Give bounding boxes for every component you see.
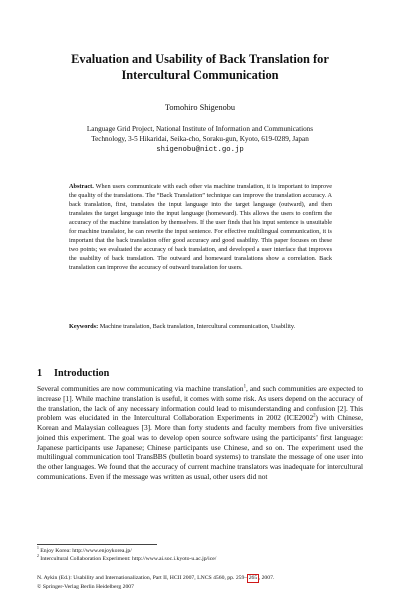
citation-footer: [37, 574, 367, 591]
footnote-ref-2[interactable]: 2: [313, 413, 316, 419]
author-email: shigenobu@nict.go.jp: [156, 145, 244, 154]
body-segment-3: ) with Chinese, Korean and Malaysian colleagues [3]. More than forty students and faculty members from five universities joined this experiment. The goal was to develop open source software using the participants’ first language: Japanese participants use Japanese; Chinese participants use Chinese, and so on. The experiment used the multilingual communication tool TransBBS (bulletin board systems) to translate the message of one user into the other languages. We found that the accuracy of current machine translators was inadequate for intercultural communications. Even if the message was written as usual, other users did not: [37, 413, 363, 481]
affiliation-line-1: Language Grid Project, National Institute of Information and Communications: [86, 125, 314, 133]
title-line-1: Evaluation and Usability of Back Translation for: [71, 52, 329, 66]
copyright-line: © Springer-Verlag Berlin Heidelberg 2007: [37, 584, 134, 590]
highlighted-end-page: 265: [248, 575, 258, 581]
body-text: [37, 384, 363, 482]
author-name: Tomohiro Shigenobu: [164, 103, 236, 112]
abstract-text: When users communicate with each other via machine translation, it is important to improve the quality of the translations. The “Back Translation” technique can improve the translation accuracy. A back translation, first, translates the input language into the target language (outward), and then translates the target language into the input language (homeward). This allows the users to confirm the accuracy of the machine translation by themselves. If the user finds that his input sentence is unsuitable for machine translator, he can rewrite the input sentence. For effective multilingual communication, it is important that the back translation offer good accuracy and good usability. This paper focuses on these two points; we evaluated the accuracy of back translation, and developed a user interface that improves the usability of back translation. The outward and homeward translations show a correlation. Back translation can improve the accuracy of outward translation for users.: [69, 183, 333, 271]
footnote-divider: [37, 544, 157, 545]
footnote-2: [37, 555, 363, 563]
section-heading: [37, 368, 109, 380]
keywords-text: Machine translation, Back translation, Intercultural communication, Usability.: [99, 323, 296, 330]
title-line-2: Intercultural Communication: [121, 68, 279, 82]
footnote-1-text: Enjoy Korea: http://www.enjoykorea.jp/: [40, 548, 132, 554]
intro-paragraph: [37, 384, 363, 482]
keywords-label: Keywords:: [69, 323, 99, 330]
citation-line-1: [37, 574, 367, 583]
citation-suffix: , 2007.: [258, 575, 275, 581]
footnotes: [37, 547, 363, 564]
paper-title: [40, 51, 360, 83]
section-title: Introduction: [54, 368, 110, 379]
body-segment-1: Several communities are now communicating via machine translation: [37, 384, 244, 393]
citation-prefix: N. Aykin (Ed.): Usability and Internationalization, Part II, HCII 2007, LNCS 4560, pp. 259–: [37, 575, 248, 581]
affiliation-line-2: Technology, 3-5 Hikaridai, Seika-cho, Soraku-gun, Kyoto, 619-0289, Japan: [91, 135, 309, 144]
footnote-1-mark: 1: [37, 546, 39, 551]
body-segment-2: , and such communities are expected to increase [1]. While machine translation is useful, it comes with some risk. As users depend on the accuracy of the translation, the lack of any necessary information could lead to misunderstanding and confusion [2]. This problem was elucidated in the Intercultural Collaboration Experiments in 2002 (ICE2002: [37, 384, 364, 423]
footnote-2-mark: 2: [37, 554, 39, 559]
abstract-label: Abstract.: [69, 183, 94, 190]
keywords: [69, 322, 332, 331]
footnote-ref-1[interactable]: 1: [243, 384, 246, 390]
affiliation: [40, 124, 360, 155]
footnote-2-text: Intercultural Collaboration Experiment: http://www.ai.soc.i.kyoto-u.ac.jp/ice/: [40, 556, 217, 563]
abstract: [69, 182, 332, 272]
footnote-1: [37, 547, 363, 555]
section-number: 1: [37, 368, 43, 379]
